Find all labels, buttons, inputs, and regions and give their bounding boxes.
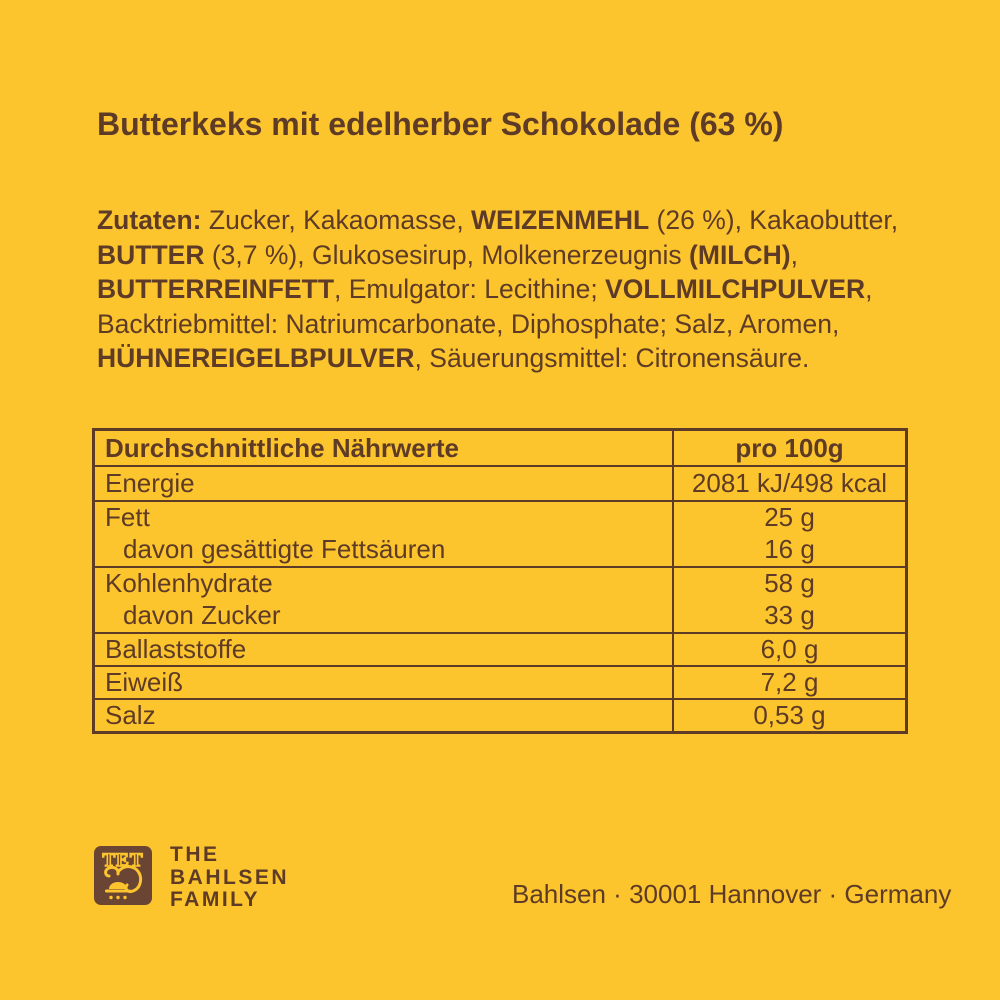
ingredient-text: (3,7 %), Glukosesirup, Molkenerzeugnis (204, 239, 690, 270)
ingredient-allergen: HÜHNEREIGELBPULVER (97, 343, 415, 373)
brand-wordmark (170, 844, 289, 912)
ingredient-allergen: WEIZENMEHL (471, 205, 650, 235)
ingredients-line (97, 341, 957, 376)
nutrition-row (95, 665, 905, 698)
ingredient-text: , (790, 239, 798, 270)
tet-logo (93, 845, 153, 906)
nutrition-table-body (95, 467, 905, 731)
nutrient-label: davon Zucker (123, 600, 281, 630)
ingredients-paragraph (97, 203, 957, 376)
nutrition-row (95, 698, 905, 731)
nutrient-value: 33 g (672, 599, 905, 632)
ingredients-line (97, 238, 957, 273)
nutrition-row (95, 566, 905, 599)
nutrient-label: Salz (105, 700, 156, 730)
ingredient-allergen: BUTTER (97, 239, 205, 270)
nutrition-row (95, 467, 905, 500)
ingredient-text: , Säuerungsmittel: Citronensäure. (414, 343, 810, 373)
product-title: Butterkeks mit edelherber Schokolade (63 %) (97, 106, 784, 142)
ingredients-line (97, 203, 957, 238)
nutrient-label: Energie (105, 468, 195, 498)
ingredient-text: Backtriebmittel: Natriumcarbonate, Diphosphate; Salz, Aromen, (97, 308, 840, 339)
ingredient-allergen: (MILCH) (689, 239, 791, 270)
ingredient-text: (26 %), Kakaobutter, (649, 205, 899, 235)
ingredient-allergen: Zutaten: (97, 205, 202, 235)
nutrient-value: 6,0 g (672, 634, 905, 665)
nutrient-label: davon gesättigte Fettsäuren (123, 534, 446, 564)
nutrient-value: 7,2 g (672, 667, 905, 698)
nutrient-label: Kohlenhydrate (105, 568, 273, 598)
nutrition-row (95, 599, 905, 632)
manufacturer-address: Bahlsen · 30001 Hannover · Germany (512, 879, 952, 909)
nutrition-row (95, 533, 905, 566)
ingredient-text: , (865, 274, 873, 304)
nutrient-value: 2081 kJ/498 kcal (672, 467, 905, 500)
ingredient-allergen: VOLLMILCHPULVER (605, 274, 866, 304)
nutrition-header-value: pro 100g (672, 431, 905, 465)
nutrient-label: Eiweiß (105, 667, 184, 697)
nutrition-row (95, 500, 905, 533)
nutrition-header-label: Durchschnittliche Nährwerte (105, 432, 459, 463)
nutrient-label: Fett (105, 502, 150, 532)
brand-line-bahlsen: BAHLSEN (170, 865, 290, 889)
nutrition-table-header (95, 431, 905, 467)
nutrient-value: 25 g (672, 502, 905, 533)
ingredient-allergen: BUTTERREINFETT (97, 274, 335, 304)
ingredients-line (97, 272, 957, 307)
ingredient-text: , Emulgator: Lecithine; (334, 274, 606, 304)
brand-line-family: FAMILY (170, 888, 261, 911)
nutrient-value: 0,53 g (672, 700, 905, 731)
nutrition-table (92, 428, 908, 734)
nutrition-row (95, 632, 905, 665)
ingredients-line (97, 307, 957, 342)
nutrient-value: 58 g (672, 568, 905, 599)
ingredient-text: Zucker, Kakaomasse, (201, 205, 472, 235)
nutrient-label: Ballaststoffe (105, 634, 247, 664)
nutrient-value: 16 g (672, 533, 905, 566)
tet-logo-text: TET (102, 850, 144, 871)
brand-line-the: THE (170, 843, 220, 866)
